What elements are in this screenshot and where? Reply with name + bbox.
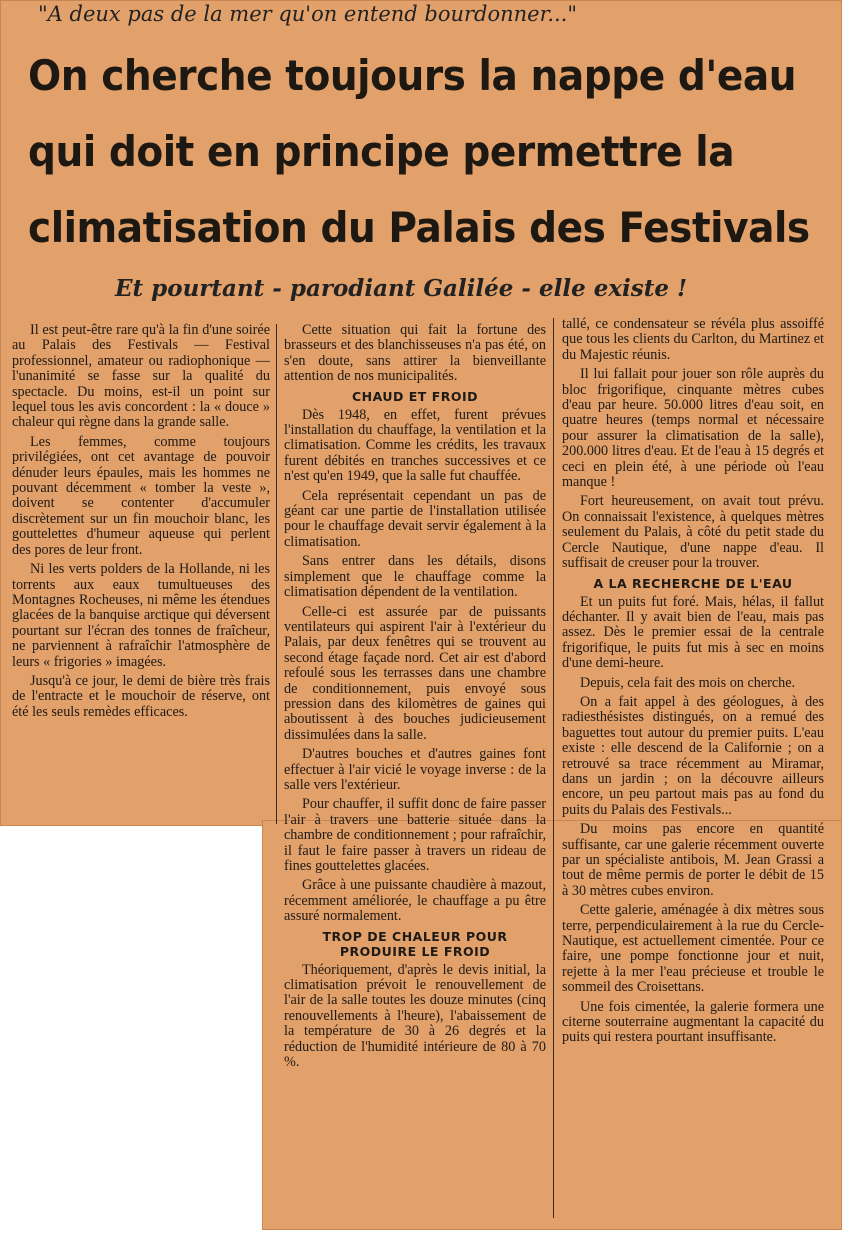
paragraph: Dès 1948, en effet, furent prévues l'installation du chauffage, la ventilation et la climatisation. Comme les crédits, les travaux furent débités en tranches successives et ce n'est qu'en 1949, que la salle fut chauffée. <box>284 406 546 485</box>
paragraph: Cette situation qui fait la fortune des brasseurs et des blanchisseuses n'a pas été, on s'en doute, sans attirer la bienveillante attention de nos municipalités. <box>284 322 546 385</box>
section-heading-chaud-et-froid: CHAUD ET FROID <box>351 388 479 404</box>
paragraph: Ni les verts polders de la Hollande, ni les torrents aux eaux tumultueuses des Montagnes Rocheuses, ni même les étendues glacées de la banquise arctique qui déversent pourtant sur l'écran des tonnes de fraîcheur, ne parviennent à rafraîchir l'atmosphère de leurs « frigories » imagées. <box>12 561 270 670</box>
paragraph: Pour chauffer, il suffit donc de faire passer l'air à travers une batterie située dans la chambre de conditionnement ; pour rafraîchir, il faut le faire passer à travers un rideau de fines gouttelettes glacées. <box>284 796 546 874</box>
paragraph: Cette galerie, aménagée à dix mètres sous terre, perpendiculairement à la rue du Cercle-Nautique, est actuellement cimentée. Pour ce faire, une pompe fonctionne jour et nuit, rejette à la mer l'eau précieuse et trouble le sommeil des Croisettans. <box>562 902 824 996</box>
paragraph: Une fois cimentée, la galerie formera une citerne souterraine augmentant la capacité du puits qui restera pourtant insuffisante. <box>562 998 824 1046</box>
paragraph: Du moins pas encore en quantité suffisante, car une galerie récemment ouverte par un spécialiste antibois, M. Jean Grassi a tout de même permis de porter le débit de 15 à 30 mètres cubes environ. <box>562 821 824 899</box>
paragraph: Grâce à une puissante chaudière à mazout, récemment améliorée, le chauffage a pu être assuré normalement. <box>284 877 546 925</box>
kicker-quote: "A deux pas de la mer qu'on entend bourdonner..." <box>38 2 578 26</box>
headline-line-2: qui doit en principe permettre la <box>28 127 735 176</box>
subheadline: Et pourtant - parodiant Galilée - elle existe ! <box>115 275 688 302</box>
paragraph: Et un puits fut foré. Mais, hélas, il fallut déchanter. Il y avait bien de l'eau, mais pas assez. Dès le premier essai de la centrale frigorifique, le puits fut mis à sec en moins d'une demi-heure. <box>562 593 824 672</box>
paragraph: Sans entrer dans les détails, disons simplement que le chauffage comme la climatisation dépendent de la ventilation. <box>284 553 546 601</box>
paragraph: On a fait appel à des géologues, à des radiesthésistes distingués, on a remué des baguettes tout autour du premier puits. L'eau existe : elle descend de la Californie ; on a retrouvé sa trace récemment au Miramar, dans un jardin ; on la découvre ailleurs encore, un peu partout mais pas au fond du puits du Palais des Festivals... <box>562 693 824 818</box>
headline <box>28 38 810 266</box>
paragraph: Il lui fallait pour jouer son rôle auprès du bloc frigorifique, cinquante mètres cubes d'eau par heure. 50.000 litres d'eau soit, en quatre heures (temps normal et nécessaire pour assurer la climatisation de la salle), 200.000 litres d'eau. Et de l'eau à 15 degrés et ceci en plein été, à une période où l'eau manque ! <box>562 366 824 491</box>
section-heading-trop-de-chaleur: TROP DE CHALEUR POUR PRODUIRE LE FROID <box>322 928 508 959</box>
paragraph: Jusqu'à ce jour, le demi de bière très frais de l'entracte et le mouchoir de réserve, ont été les seuls remèdes efficaces. <box>12 672 270 720</box>
paragraph: Les femmes, comme toujours privilégiées, ont cet avantage de pouvoir dénuder leurs épaules, mais les hommes ne pouvant décemment « tomber la veste », doivent se contenter d'accumuler discrètement sur un fin mouchoir blanc, les gouttelettes d'humeur aqueuse qui perlent des pores de leur front. <box>12 433 270 558</box>
paragraph: Depuis, cela fait des mois on cherche. <box>580 674 796 691</box>
paragraph: Fort heureusement, on avait tout prévu. On connaissait l'existence, à quelques mètres seulement du Palais, à côté du petit stade du Cercle Nautique, d'une nappe d'eau. Il suffisait de creuser pour la trouver. <box>562 493 824 572</box>
paragraph: Cela représentait cependant un pas de géant car une partie de l'installation utilisée pour le chauffage devait servir également à la climatisation. <box>284 487 546 550</box>
paragraph: Il est peut-être rare qu'à la fin d'une soirée au Palais des Festivals — Festival professionnel, amateur ou radiophonique — l'unanimité se fasse sur la qualité du spectacle. Du moins, est-il un point sur lequel tous les avis concordent : la « douce » chaleur qui règne dans la grande salle. <box>12 322 270 431</box>
article-column-3 <box>562 317 824 1050</box>
section-heading-recherche-eau: A LA RECHERCHE DE L'EAU <box>593 575 793 591</box>
headline-line-3: climatisation du Palais des Festivals <box>28 203 810 252</box>
column-rule-1 <box>276 324 277 824</box>
column-rule-2 <box>553 318 554 1218</box>
paragraph: Celle-ci est assurée par de puissants ventilateurs qui aspirent l'air à l'extérieur du Palais, par deux fenêtres qui se trouvent au second étage façade nord. Cet air est d'abord refoulé sous les terrasses dans une chambre de conditionnement, puis envoyé sous pression dans des kilomètres de gaines qui aboutissent à des bouches judicieusement dissimulées dans la salle. <box>284 603 546 743</box>
article-column-2 <box>284 323 546 1074</box>
paragraph: D'autres bouches et d'autres gaines font effectuer à l'air vicié le voyage inverse : de la salle vers l'extérieur. <box>284 746 546 793</box>
article-column-1 <box>12 323 270 724</box>
paragraph: tallé, ce condensateur se révéla plus assoiffé que tous les clients du Carlton, du Martinez et du Majestic réunis. <box>562 316 824 363</box>
headline-line-1: On cherche toujours la nappe d'eau <box>28 51 797 100</box>
paragraph: Théoriquement, d'après le devis initial, la climatisation prévoit le renouvellement de l'air de la salle toutes les douze minutes (cinq renouvellements à l'heure), l'abaissement de la température de 30 à 26 degrés et la réduction de l'humidité intérieure de 80 à 70 %. <box>284 961 546 1071</box>
